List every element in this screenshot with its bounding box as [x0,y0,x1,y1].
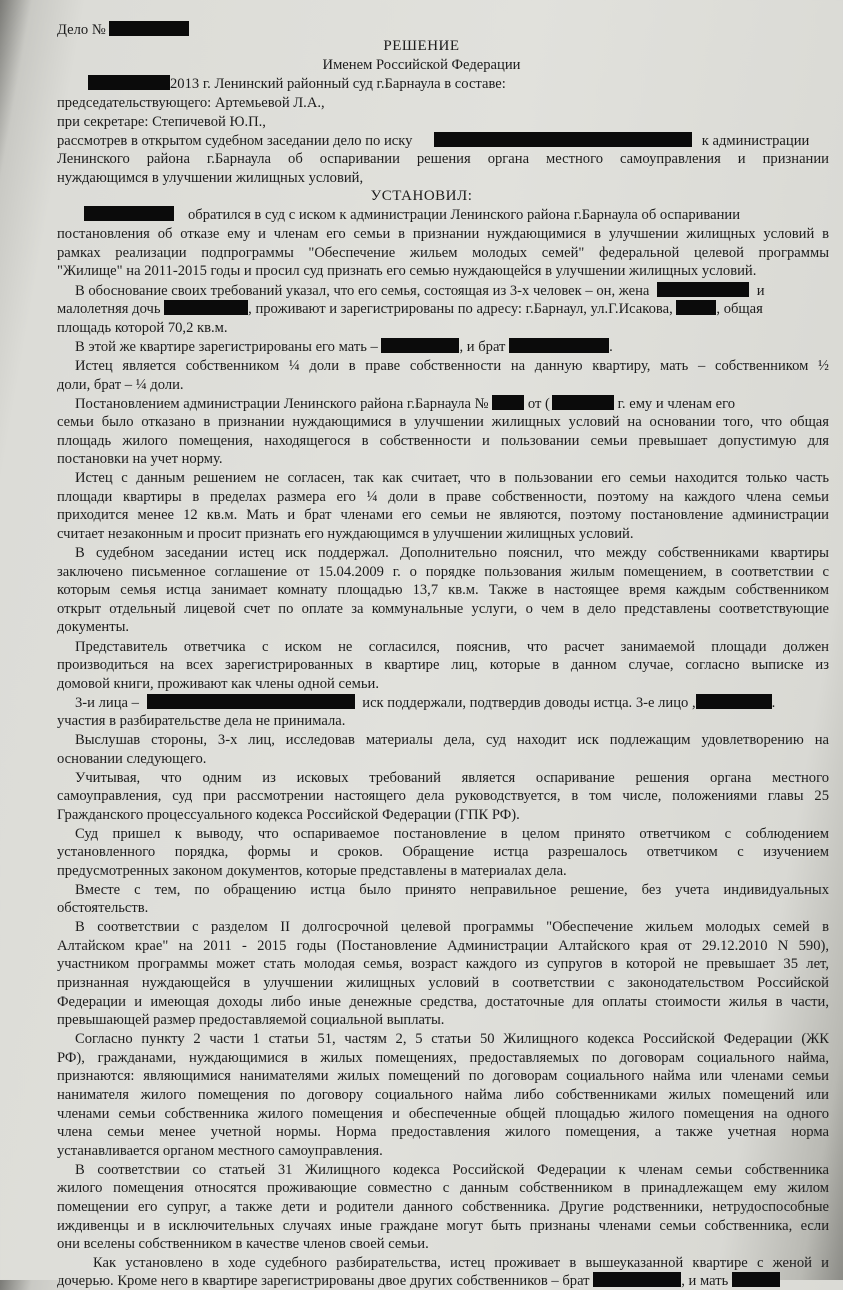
p12-line-1: Суд пришел к выводу, что оспариваемое постановление в целом принято ответчиком с соблюдением [75,826,829,842]
p14-line-1: В соответствии с разделом II долгосрочной целевой программы "Обеспечение жильем молодых семей в [75,919,829,935]
intro-line-3: при секретаре: Степичевой Ю.П., [57,114,266,130]
document-subtitle: Именем Российской Федерации [322,57,521,73]
intro-line-2: председательствующего: Артемьевой Л.А., [57,95,325,111]
redaction-block [164,300,248,315]
p14-line-6: превышающей размер предоставляемой социальной выплаты. [57,1012,445,1028]
p15-line-1: Согласно пункту 2 части 1 статьи 51, частям 2, 5 статьи 50 Жилищного кодекса Российской Федерации (ЖК [75,1031,829,1047]
redaction-block [381,338,459,353]
p6-line-1: Истец с данным решением не согласен, так как считает, что в пользовании его семьи находится только часть [75,470,829,486]
p8-line-2: производиться на всех зарегистрированных в квартире лиц, которые в данном случае, согласно выписке из [57,657,829,673]
intro-line-6: нуждающимся в улучшении жилищных условий, [57,170,364,186]
p4-line-2: доли, брат – ¼ доли. [57,377,184,393]
p7-line-5: документы. [57,619,130,635]
p8-line-3: домовой книги, проживают как члены одной семьи. [57,676,379,692]
p7-line-1: В судебном заседании истец иск поддержал. Дополнительно пояснил, что между собственниками квартиры [75,545,829,561]
p2-line-3: площадь которой 70,2 кв.м. [57,320,228,336]
p5-line-3: площадь жилого помещения, находящегося в собственности и пользовании семьи превышает допустимую для [57,433,829,449]
p10-line-1: Выслушав стороны, 3-х лиц, исследовав материалы дела, суд находит иск подлежащим удовлетворению на [75,732,829,748]
p17-line-2: дочерью. Кроме него в квартире зарегистрированы двое других собственников – брат , и мать [57,1272,780,1290]
intro-line-5: Ленинского района г.Барнаула об оспаривании решения органа местного самоуправления и признании [57,151,829,167]
redaction-block [147,694,355,709]
p6-line-4: считает незаконным и просит признать его нуждающимся в улучшении жилищных условий. [57,526,634,542]
redaction-block [552,395,614,410]
p15-line-7: устанавливается органом местного самоуправления. [57,1143,383,1159]
redaction-block [509,338,609,353]
p16-line-5: они вселены собственником в качестве членов своей семьи. [57,1236,429,1252]
intro-line-4: рассмотрев в открытом судебном заседании дело по иску к администрации [57,133,810,149]
p3-line-1: В этой же квартире зарегистрированы его мать – , и брат . [75,339,613,355]
p5-line-1: Постановлением администрации Ленинского района г.Барнаула № от ( г. ему и членам его [75,396,735,412]
p15-line-2: РФ), гражданами, нуждающимися в жилых помещениях, предоставляемых по договорам социального найма, [57,1050,829,1066]
redaction-block [696,694,772,709]
case-number: Дело № [57,21,189,39]
p2-line-1: В обоснование своих требований указал, что его семья, состоящая из 3-х человек – он, жена и [75,283,765,299]
p14-line-4: признанная нуждающейся в улучшении жилищных условий в соответствии с законодательством Российской [57,975,829,991]
p15-line-6: члена семьи менее учетной нормы. Норма предоставления жилого помещения, а также учетная норма [57,1124,829,1140]
p1-line-2: постановления об отказе ему и членам его семьи в признании нуждающимися в улучшении жилищных условий в [57,226,829,242]
p9-line-2: участия в разбирательстве дела не принимала. [57,713,346,729]
p12-line-2: установленного порядка, формы и сроков. Обращение истца разрешалось ответчиком с изучением [57,844,829,860]
section-heading: УСТАНОВИЛ: [370,188,473,204]
p6-line-3: приходится менее 12 кв.м. Мать и брат членами его семьи не являются, поэтому постановление администрации [57,507,829,523]
p5-line-2: семьи было отказано в признании нуждающимися в улучшении жилищных условий на основании того, что общая [57,414,829,430]
p11-line-2: самоуправления, суд при рассмотрении настоящего дела руководствуется, в том числе, положениями главы 25 [57,788,829,804]
redaction-block [109,21,189,36]
p1-line-1: обратился в суд с иском к администрации Ленинского района г.Барнаула об оспаривании [66,206,740,224]
p15-line-4: нанимателя жилого помещения по договору социального найма либо собственниками жилых помещений или [57,1087,829,1103]
p16-line-4: иждивенцы и в исключительных случаях иные граждане могут быть признаны членами семьи собственника, если [57,1218,829,1234]
redaction-block [492,395,524,410]
p7-line-4: открыт отдельный лицевой счет по оплате за коммунальные услуги, о чем в дело представлены соответствующие [57,601,829,617]
intro-line-1: 2013 г. Ленинский районный суд г.Барнаула в составе: [88,75,506,93]
p12-line-3: предусмотренных законом документов, которые представлены в материалах дела. [57,863,567,879]
p17-line-1: Как установлено в ходе судебного разбирательства, истец проживает в вышеуказанной квартире с женой и [93,1255,829,1271]
p9-line-1: 3-и лица – иск поддержали, подтвердив доводы истца. 3-е лицо , . [75,695,776,711]
p1-line-4: "Жилище" на 2011-2015 годы и просил суд признать его семью нуждающейся в улучшении жилищных условий. [57,263,757,279]
p6-line-2: площади квартиры в пределах размера его ¼ доли в праве собственности, поэтому на каждого члена семьи [57,489,829,505]
p13-line-1: Вместе с тем, по обращению истца было принято неправильное решение, без учета индивидуальных [75,882,829,898]
p11-line-1: Учитывая, что одним из исковых требований является оспаривание решения органа местного [75,770,829,786]
p16-line-1: В соответствии со статьей 31 Жилищного кодекса Российской Федерации к членам семьи собственника [75,1162,829,1178]
p15-line-5: членами семьи собственника жилого помещения и обеспеченные общей площадью жилого помещения на одного [57,1106,829,1122]
p14-line-3: участником программы может стать молодая семья, возраст каждого из супругов в которой не превышает 35 лет, [57,956,829,972]
p10-line-2: основании следующего. [57,751,207,767]
redaction-block [434,132,692,147]
p5-line-4: постановки на учет норму. [57,451,223,467]
redaction-block [657,282,749,297]
p7-line-2: заключено письменное соглашение от 15.04.2009 г. о порядке пользования жилым помещением, в соответствии с [57,564,829,580]
p8-line-1: Представитель ответчика с иском не согласился, пояснив, что расчет занимаемой площади должен [75,639,829,655]
p16-line-3: помещении его супруг, а также дети и родители данного собственника. Другие родственники, нетрудоспособные [57,1199,829,1215]
p1-line-3: рамках реализации подпрограммы "Обеспечение жильем молодых семей" федеральной целевой программы [57,245,829,261]
p13-line-2: обстоятельств. [57,900,149,916]
p11-line-3: Гражданского процессуального кодекса Российской Федерации (ГПК РФ). [57,807,520,823]
redaction-block [88,75,170,90]
p15-line-3: признаются: являющимися нанимателями жилых помещений по договорам социального найма или членами семьи [57,1068,829,1084]
redaction-block [676,300,716,315]
p2-line-2: малолетняя дочь , проживают и зарегистрированы по адресу: г.Барнаул, ул.Г.Исакова, , общая [57,301,763,317]
p7-line-3: которым семья истца занимает комнату площадью 13,7 кв.м. Также в настоящее время каждым собственником [57,582,829,598]
p14-line-5: Федерации и имеющая доходы либо иные денежные средства, достаточные для оплаты стоимости жилья в части, [57,994,829,1010]
document-title: РЕШЕНИЕ [383,38,460,54]
redaction-block [84,206,174,221]
p16-line-2: жилого помещения относятся проживающие совместно с данным собственником в принадлежащем ему жилом [57,1180,829,1196]
p4-line-1: Истец является собственником ¼ доли в праве собственности на данную квартиру, мать – собственником ½ [75,358,829,374]
p14-line-2: Алтайском крае" на 2011 - 2015 годы (Постановление Администрации Алтайского края от 29.12.2010 N 590), [57,938,829,954]
